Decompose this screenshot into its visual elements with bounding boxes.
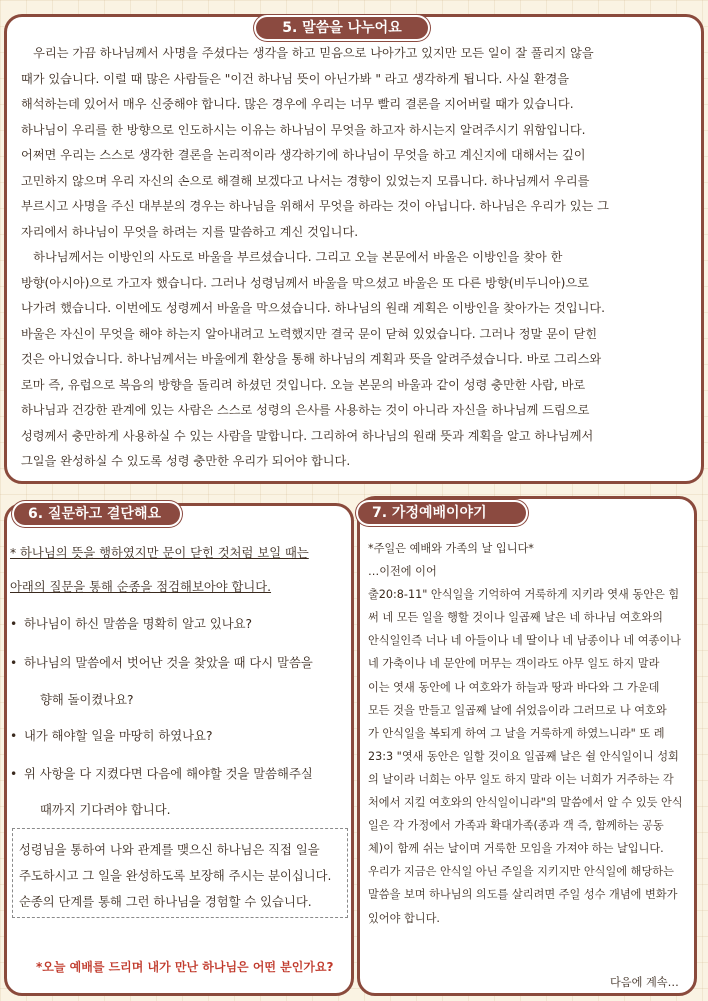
question-text: 하나님의 말씀에서 벗어난 것을 찾았을 때 다시 말씀을	[24, 656, 313, 670]
question-text: 하나님이 하신 말씀을 명확히 알고 있나요?	[24, 617, 253, 631]
sermon-line: 것은 아니었습니다. 하나님께서는 바울에게 환상을 통해 하나님의 계획과 뜻을 알려주셨습니다. 바로 그리스와	[21, 352, 602, 366]
story-line: 모든 것을 만들고 일곱째 날에 쉬었음이라 그러므로 나 여호와	[368, 703, 667, 717]
sermon-line: 하나님과 건강한 관계에 있는 사람은 스스로 성령의 은사를 사용하는 것이 아니라 자신을 하나님께 드림으로	[21, 403, 590, 417]
continued-note: 다음에 계속…	[610, 976, 679, 989]
story-line: 체)이 함께 쉬는 날이며 거룩한 모임을 가져야 하는 날입니다.	[368, 842, 664, 856]
sermon-line: 하나님이 우리를 한 방향으로 인도하시는 이유는 하나님이 무엇을 하고자 하시는지 알려주시기 위함입니다.	[21, 122, 586, 137]
sermon-line: 하나님께서는 이방인의 사도로 바울을 부르셨습니다. 그리고 오늘 본문에서 바울은 이방인을 찾아 한	[21, 250, 563, 264]
sermon-line: 방향(아시아)으로 가고자 했습니다. 그러나 성령님께서 바울을 막으셨고 바울은 또 다른 방향(비두니아)으로	[21, 275, 589, 290]
reflection-question: *오늘 예배를 드리며 내가 만난 하나님은 어떤 분인가요?	[36, 960, 334, 974]
story-line: 써 네 모든 일을 행할 것이나 일곱째 날은 네 하나님 여호와의	[368, 611, 663, 625]
summary-line: 순종의 단계를 통해 그런 하나님을 경험할 수 있습니다.	[19, 895, 312, 909]
question-item-3	[10, 726, 212, 744]
question-item-2	[10, 653, 313, 671]
sermon-line: 성령께서 충만하게 사용하실 수 있는 사람을 말합니다. 그리하여 하나님의 원래 뜻과 계획을 알고 하나님께서	[21, 428, 594, 443]
story-line: 이는 엿새 동안에 나 여호와가 하늘과 땅과 바다와 그 가운데	[368, 680, 660, 694]
section6-title: 6. 질문하고 결단해요	[14, 503, 180, 525]
sermon-line: 우리는 가끔 하나님께서 사명을 주셨다는 생각을 하고 믿음으로 나아가고 있지만 모든 일이 잘 풀리지 않을	[21, 46, 594, 60]
story-line: 처에서 지킬 여호와의 안식일이니라"의 말씀에서 알 수 있듯 안식	[368, 796, 683, 810]
section5-title: 5. 말씀을 나누어요	[256, 17, 428, 39]
sermon-line: 어쩌면 우리는 스스로 생각한 결론을 논리적이라 생각하기에 하나님이 무엇을 하고 계신지에 대해서는 깊이	[21, 148, 586, 162]
story-line: 일은 각 가정에서 가족과 확대가족(종과 객 즉, 함께하는 공동	[368, 819, 664, 833]
bullet: •	[10, 617, 18, 631]
sermon-section	[4, 14, 704, 484]
summary-line: 성령님을 통하여 나와 관계를 맺으신 하나님은 직접 일을	[19, 843, 320, 857]
question-item-2-cont: 향해 돌이켰나요?	[40, 693, 134, 707]
story-line: 가 안식일을 복되게 하여 그 날을 거룩하게 하였느니라" 또 레	[368, 726, 665, 740]
story-line: 23:3 "엿새 동안은 일할 것이요 일곱째 날은 쉴 안식일이니 성회	[368, 749, 679, 763]
sermon-line: 바울은 자신이 무엇을 해야 하는지 알아내려고 노력했지만 결국 문이 닫혀 있었습니다. 그러나 정말 문이 닫힌	[21, 326, 598, 341]
sermon-line: 그일을 완성하실 수 있도록 성령 충만한 우리가 되어야 합니다.	[21, 454, 351, 468]
story-line: 말씀을 보며 하나님의 의도를 살리려면 주일 성수 개념에 변화가	[368, 888, 678, 902]
story-line: 안식일인즉 너나 네 아들이나 네 딸이나 네 남종이나 네 여종이나	[368, 634, 681, 648]
summary-box	[12, 828, 348, 918]
question-text: 내가 해야할 일을 마땅히 하였나요?	[24, 729, 213, 743]
section7-title: 7. 가정예배이야기	[358, 502, 526, 524]
question-item-4	[10, 764, 313, 782]
question-intro-1: * 하나님의 뜻을 행하였지만 문이 닫힌 것처럼 보일 때는	[10, 546, 309, 560]
question-item-4-cont: 때까지 기다려야 합니다.	[40, 803, 171, 817]
story-line: 있어야 합니다.	[368, 911, 440, 925]
bullet: •	[10, 767, 18, 781]
story-line: *주일은 예배와 가족의 날 입니다*	[368, 542, 534, 555]
sermon-line: 해석하는데 있어서 매우 신중해야 합니다. 많은 경우에 우리는 너무 빨리 결론을 지어버릴 때가 있습니다.	[21, 97, 574, 111]
story-line: …이전에 이어	[368, 565, 437, 579]
sermon-body	[21, 41, 689, 475]
story-line: 출20:8-11" 안식일을 기억하여 거룩하게 지키라 엿새 동안은 힘	[368, 588, 680, 602]
story-line: 의 날이라 너희는 아무 일도 하지 말라 이는 너희가 거주하는 각	[368, 772, 674, 786]
story-line: 우리가 지금은 안식일 아닌 주일을 지키지만 안식일에 해당하는	[368, 865, 674, 879]
summary-line: 주도하시고 그 일을 완성하도록 보장해 주시는 분이십니다.	[19, 869, 332, 883]
sermon-line: 부르시고 사명을 주신 대부분의 경우는 하나님을 위해서 무엇을 하라는 것이 아닙니다. 하나님은 우리가 있는 그	[21, 199, 609, 213]
family-worship-body	[368, 537, 693, 930]
sermon-line: 고민하지 않으며 우리 자신의 손으로 해결해 보겠다고 나서는 경향이 있었는지 모릅니다. 하나님께서 우리를	[21, 173, 590, 188]
bullet: •	[10, 729, 18, 743]
question-text: 위 사항을 다 지켰다면 다음에 해야할 것을 말씀해주실	[24, 767, 313, 781]
sermon-line: 자리에서 하나님이 무엇을 하려는 지를 말씀하고 계신 것입니다.	[21, 224, 359, 239]
sermon-line: 때가 있습니다. 이럴 때 많은 사람들은 "이건 하나님 뜻이 아닌가봐 " 라고 생각하게 됩니다. 사실 환경을	[21, 71, 569, 86]
bullet: •	[10, 656, 18, 670]
question-item-1	[10, 614, 252, 632]
sermon-line: 나가려 했습니다. 이번에도 성령께서 바울을 막으셨습니다. 하나님의 원래 계획은 이방인을 찾아가는 것입니다.	[21, 301, 606, 315]
sermon-line: 로마 즉, 유럽으로 복음의 방향을 돌리려 하셨던 것입니다. 오늘 본문의 바울과 같이 성령 충만한 사람, 바로	[21, 377, 586, 392]
story-line: 네 가축이나 네 문안에 머무는 객이라도 아무 일도 하지 말라	[368, 657, 660, 671]
question-intro-2: 아래의 질문을 통해 순종을 점검해보아야 합니다.	[10, 580, 272, 594]
